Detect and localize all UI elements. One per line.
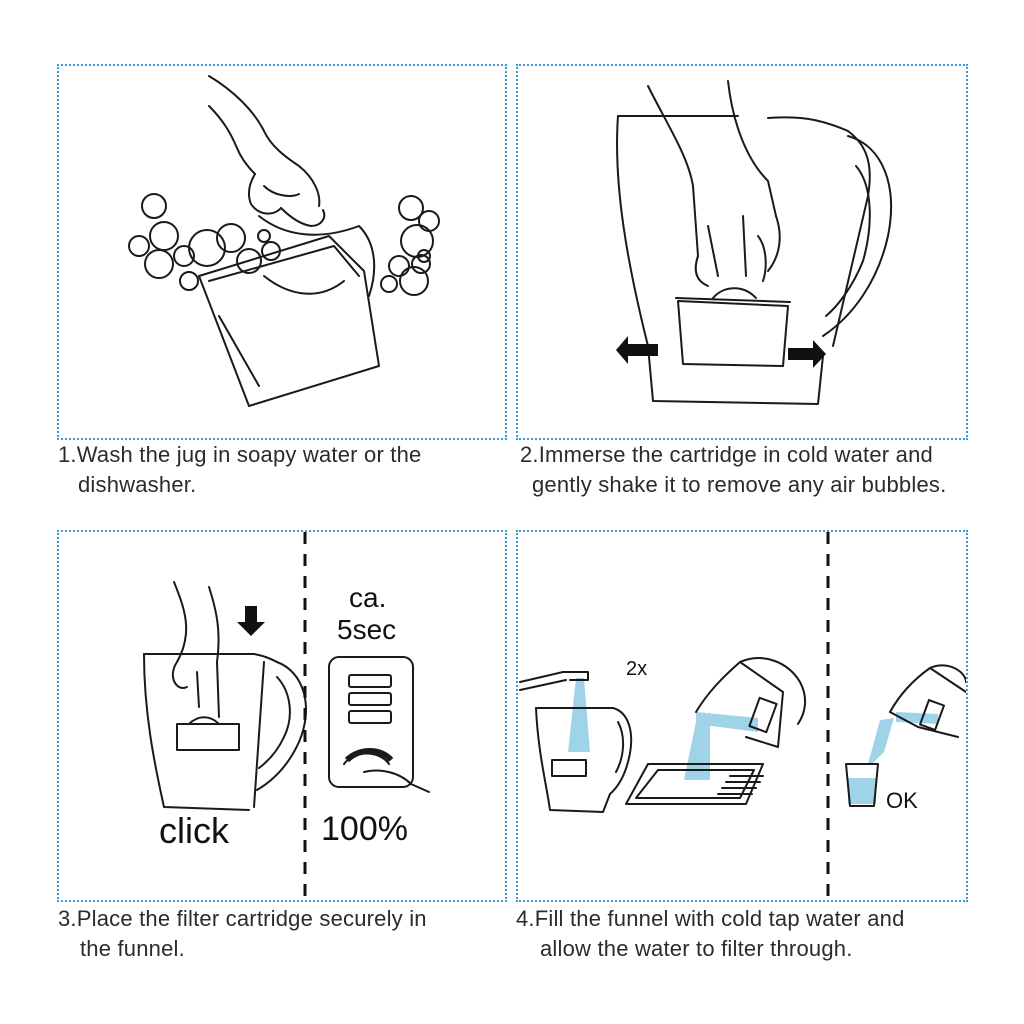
time-label-line2: 5sec <box>337 614 397 645</box>
step-2-line2: gently shake it to remove any air bubbles. <box>532 472 947 497</box>
step-2-line1: 2.Immerse the cartridge in cold water and <box>520 442 933 467</box>
arrow-right-icon <box>788 340 826 368</box>
step-4-line1: 4.Fill the funnel with cold tap water and <box>516 906 905 931</box>
jug-outline <box>199 236 379 406</box>
ok-water-stream <box>868 718 894 764</box>
step-1-caption <box>58 440 421 500</box>
jug-body <box>617 116 823 404</box>
jug-rim <box>144 654 277 662</box>
click-label: click <box>159 810 229 851</box>
step-4-caption <box>516 904 905 964</box>
place-cartridge-illustration <box>59 532 505 900</box>
time-label-line1: ca. <box>349 582 387 613</box>
immerse-cartridge-illustration <box>518 66 966 438</box>
percent-label: 100% <box>321 810 408 848</box>
tap-water-stream <box>568 678 590 752</box>
tap-outline <box>520 672 588 682</box>
hand-outline <box>173 662 187 688</box>
step-3-caption <box>58 904 427 964</box>
panel-immerse-cartridge <box>516 64 968 440</box>
hand-outline <box>696 256 708 286</box>
step-1-line2: dishwasher. <box>78 472 197 497</box>
step-2-caption <box>520 440 946 500</box>
bubble <box>142 194 166 218</box>
cartridge-outline <box>678 301 788 366</box>
panel-place-cartridge <box>57 530 507 902</box>
step-3-line1: 3.Place the filter cartridge securely in <box>58 906 427 931</box>
glass-water <box>848 778 876 804</box>
step-4-line2: allow the water to filter through. <box>540 936 853 961</box>
repeat-label: 2x <box>626 658 648 680</box>
finger-outline <box>364 771 429 793</box>
panel-wash-jug <box>57 64 507 440</box>
panel-fill-funnel <box>516 530 968 902</box>
step-1-line1: 1.Wash the jug in soapy water or the <box>58 442 422 467</box>
jug-rim <box>618 116 848 131</box>
arrow-left-icon <box>616 336 658 364</box>
step-3-line2: the funnel. <box>80 936 185 961</box>
arm-outline <box>648 86 698 256</box>
ok-label: OK <box>886 788 918 813</box>
arrow-down-icon <box>237 606 265 636</box>
wash-jug-illustration <box>59 66 505 438</box>
fill-funnel-illustration <box>518 532 966 900</box>
cartridge-outline <box>177 724 239 750</box>
arm-outline <box>174 582 186 662</box>
